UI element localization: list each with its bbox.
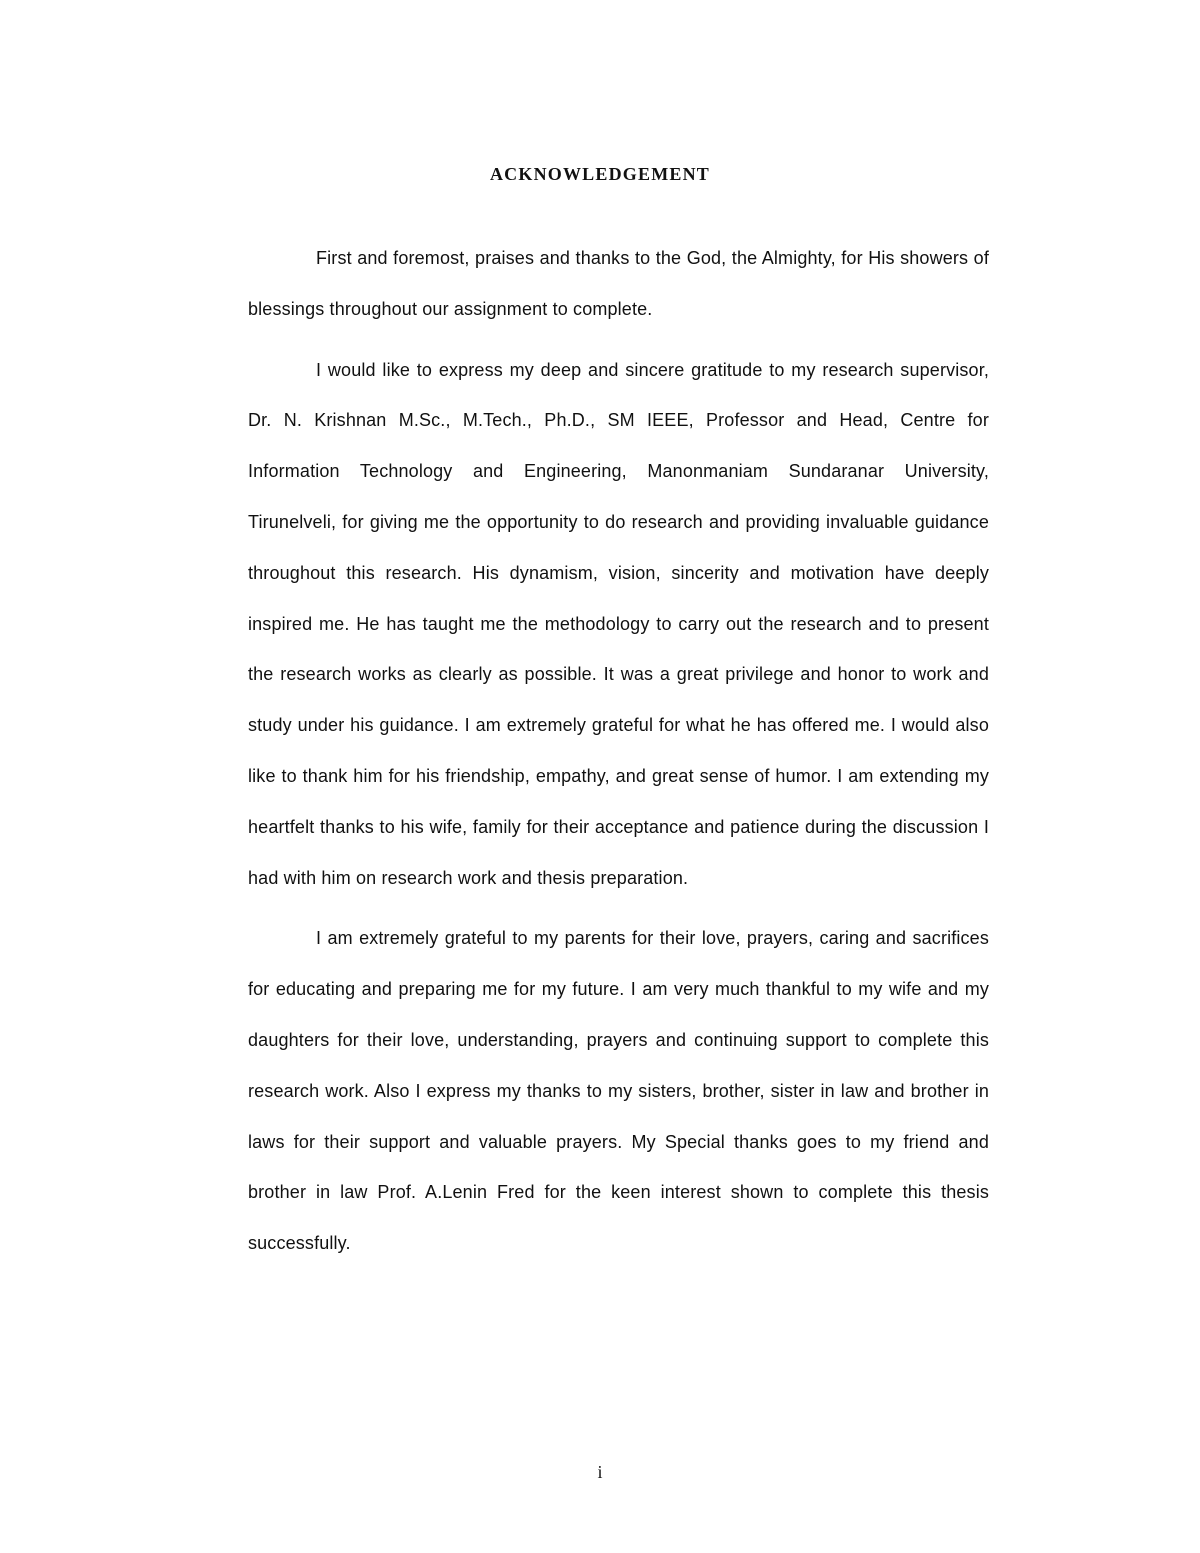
paragraph-supervisor-gratitude: I would like to express my deep and sincere gratitude to my research supervisor, Dr. N. Krishnan M.Sc., M.Tech., Ph.D., SM IEEE, Professor and Head, Centre for Information Technology and Engineering, Manonmaniam Sundaranar University, Tirunelveli, for giving me the opportunity to do research and providing invaluable guidance throughout this research. His dynamism, vision, sincerity and motivation have deeply inspired me. He has taught me the methodology to carry out the research and to present the research works as clearly as possible. It was a great privilege and honor to work and study under his guidance. I am extremely grateful for what he has offered me. I would also like to thank him for his friendship, empathy, and great sense of humor. I am extending my heartfelt thanks to his wife, family for their acceptance and patience during the discussion I had with him on research work and thesis preparation.: [248, 359, 989, 888]
page-title: ACKNOWLEDGEMENT: [489, 164, 711, 184]
paragraph-family-gratitude: I am extremely grateful to my parents for their love, prayers, caring and sacrifices for educating and preparing me for my future. I am very much thankful to my wife and my daughters for their love, understanding, prayers and continuing support to complete this research work. Also I express my thanks to my sisters, brother, sister in law and brother in laws for their support and valuable prayers. My Special thanks goes to my friend and brother in law Prof. A.Lenin Fred for the keen interest shown to complete this thesis successfully.: [248, 928, 989, 1254]
paragraph-opening-thanks: First and foremost, praises and thanks to the God, the Almighty, for His showers of blessings throughout our assignment to complete.: [248, 248, 989, 319]
page-number: i: [597, 1462, 603, 1482]
document-body: [248, 233, 989, 1279]
